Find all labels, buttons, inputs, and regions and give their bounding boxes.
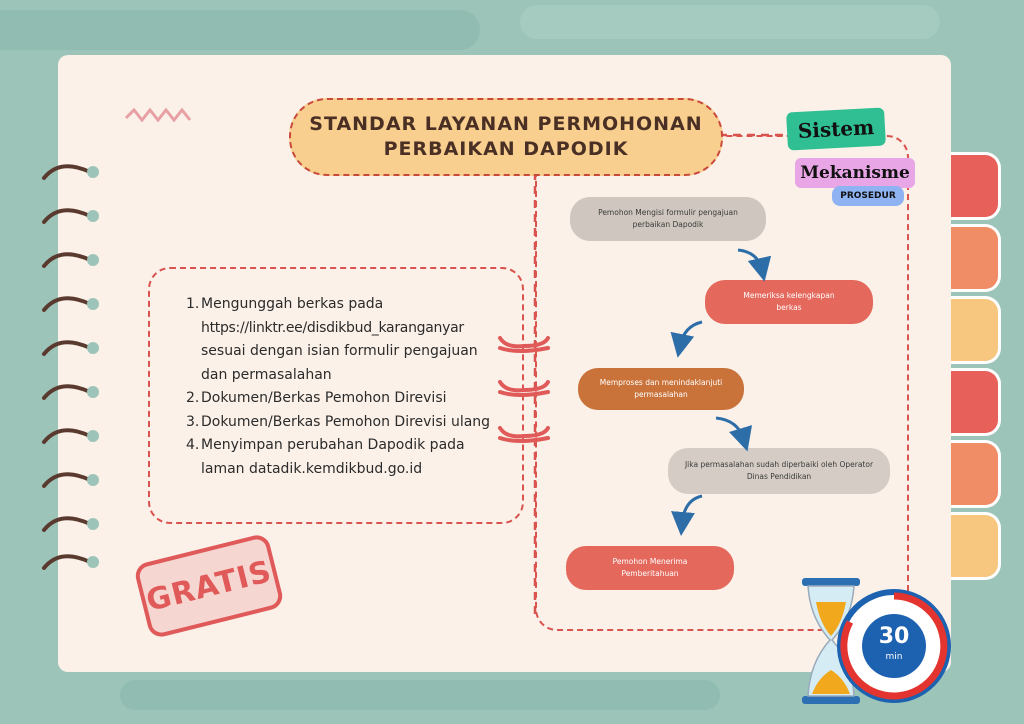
step-number: 2. — [186, 390, 200, 406]
step-text: Mengunggah berkas pada — [201, 296, 384, 312]
arrow-icon — [716, 418, 744, 440]
arrow-icon — [738, 250, 762, 270]
flow-step-text: Pemohon Mengisi formulir pengajuan perbaikan Dapodik — [598, 208, 738, 229]
page-title: STANDAR LAYANAN PERMOHONAN PERBAIKAN DAPODIK — [309, 113, 703, 160]
sistem-label: Sistem — [797, 115, 875, 143]
stamp-text: GRATIS — [142, 553, 276, 619]
prosedur-label: PROSEDUR — [840, 191, 896, 201]
timer-value: 30 — [878, 624, 910, 649]
flow-step-text: Memeriksa kelengkapan berkas — [743, 291, 835, 312]
mekanisme-label: Mekanisme — [800, 163, 910, 183]
flow-step-text: Pemohon Menerima Pemberitahuan — [612, 557, 688, 578]
step-text: sesuai dengan isian formulir pengajuan — [201, 343, 478, 359]
arrow-icon — [682, 496, 702, 524]
step-number: 4. — [186, 437, 200, 453]
step-text: dan permasalahan — [201, 366, 332, 383]
flow-step-text: Memproses dan menindaklanjuti permasalahan — [599, 378, 723, 399]
step-text: laman datadik.kemdikbud.go.id — [201, 460, 423, 477]
arrow-icon — [680, 322, 702, 346]
timer-unit: min — [885, 652, 903, 662]
step-link[interactable]: https://linktr.ee/disdikbud_karanganyar — [201, 319, 464, 336]
step-text: Menyimpan perubahan Dapodik pada — [201, 437, 465, 453]
step-text: Dokumen/Berkas Pemohon Direvisi ulang — [201, 413, 491, 430]
step-number: 1. — [186, 296, 200, 312]
flow-step-text: Jika permasalahan sudah diperbaiki oleh Operator Dinas Pendidikan — [684, 460, 874, 481]
step-text: Dokumen/Berkas Pemohon Direvisi — [201, 390, 447, 406]
step-number: 3. — [186, 413, 200, 430]
